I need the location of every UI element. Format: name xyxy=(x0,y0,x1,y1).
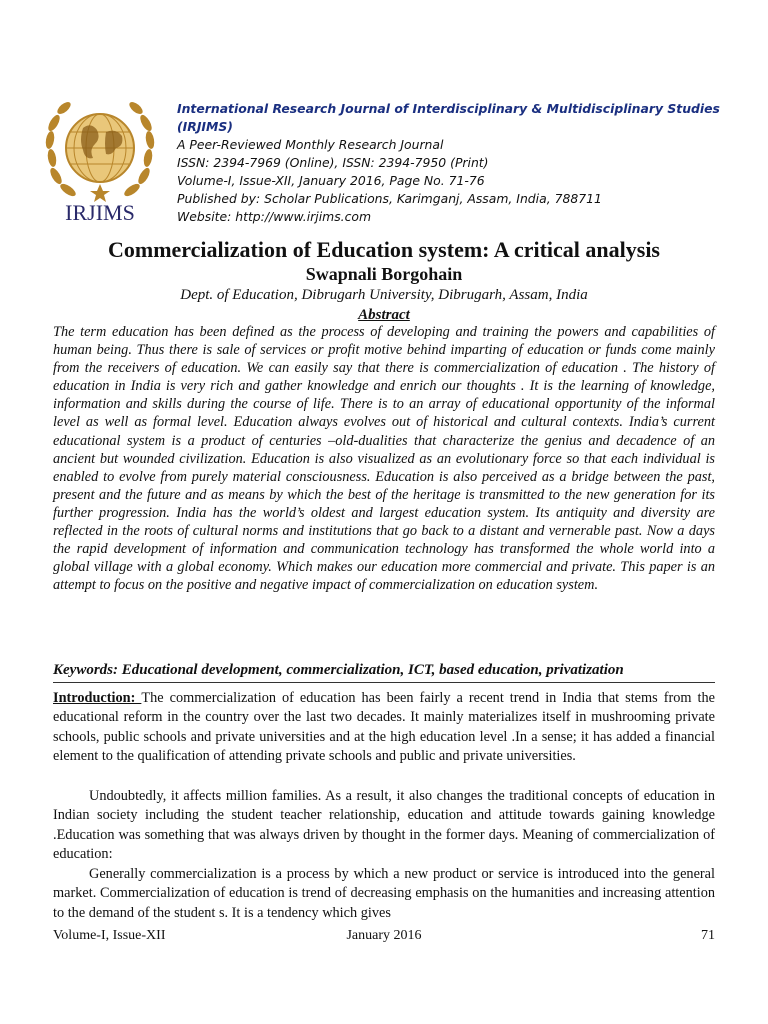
body-paragraph-2: Undoubtedly, it affects million families. As a result, it also changes the traditional concepts of education in Indian society including the student teacher relationship, education and attitude towards gaining knowledge .Education was something that was always driven by thought in the former days. Meaning of commercialization of education: xyxy=(53,788,715,862)
footer-page-number: 71 xyxy=(701,928,715,943)
journal-publisher: Published by: Scholar Publications, Karimganj, Assam, India, 788711 xyxy=(177,191,602,206)
introduction-paragraph xyxy=(53,689,715,766)
journal-logo xyxy=(38,96,162,226)
journal-name: International Research Journal of Interdisciplinary & Multidisciplinary Studies (IRJIMS) xyxy=(177,101,720,134)
journal-header xyxy=(177,100,737,226)
journal-issn: ISSN: 2394-7969 (Online), ISSN: 2394-7950 (Print) xyxy=(177,155,489,170)
page-footer xyxy=(53,926,715,946)
introduction-heading: Introduction: xyxy=(53,690,142,706)
footer-volume: Volume-I, Issue-XII xyxy=(53,928,166,943)
journal-volume: Volume-I, Issue-XII, January 2016, Page No. 71-76 xyxy=(177,173,485,188)
globe-laurel-icon xyxy=(38,96,162,226)
abstract-heading: Abstract xyxy=(358,307,410,323)
logo-text: IRJIMS xyxy=(65,200,135,225)
journal-subtitle: A Peer-Reviewed Monthly Research Journal xyxy=(177,137,444,152)
abstract-text: The term education has been defined as the process of developing and training the powers and capabilities of human being. Thus there is sale of services or profit motive behind imparting of education or funds come mainly from the receivers of education. We can easily say that there is commercialization of education . The history of education in India is very rich and gather knowledge and enrich our thoughts . It is the learning of knowledge, information and skills during the course of life. There is to an array of educational opportunity of the informal level as well as formal level. Education always evolves out of historical and cultural contexts. India’s current educational system is a product of centuries –old-dualities that characterize the genius and decadence of an ancient but wounded civilization. Education is also visualized as an evolutionary force so that each individual is enabled to evolve from purely material consciousness. Education is also perceived as a bridge between the past, present and the future and as means by which the best of the heritage is transmitted to the new generation for its further progression. India has the world’s oldest and largest education system. Its antiquity and diversity are reflected in the roots of cultural norms and institutions that go back to a distant and vernerable past. Now a days the rapid development of information and communication technology has transformed the whole world into a global village with a global economy. Which makes our education more commercial and private. This paper is an attempt to focus on the positive and negative impact of commercialization on education system. xyxy=(53,324,715,594)
author-affiliation: Dept. of Education, Dibrugarh University, Dibrugarh, Assam, India xyxy=(180,287,588,303)
divider xyxy=(53,682,715,683)
footer-date: January 2016 xyxy=(346,928,422,943)
paper-author: Swapnali Borgohain xyxy=(305,264,463,284)
body-paragraph-3: Generally commercialization is a process by which a new product or service is introduced into the general market. Commercialization of education is trend of decreasing emphasis on the humanities and increasing attention to the demand of the student s. It is a tendency which gives xyxy=(53,866,715,921)
keywords: Keywords: Educational development, commercialization, ICT, based education, privatization xyxy=(53,662,624,678)
paper-title: Commercialization of Education system: A critical analysis xyxy=(108,237,660,262)
journal-website[interactable]: Website: http://www.irjims.com xyxy=(177,209,372,224)
introduction-text: The commercialization of education has been fairly a recent trend in India that stems from the educational reform in the country over the last two decades. It mainly materializes itself in mushrooming private schools, public schools and private universities and at the high education level .In a sense; it has added a financial element to the qualification of attending private schools and public and private universities. xyxy=(53,690,715,764)
